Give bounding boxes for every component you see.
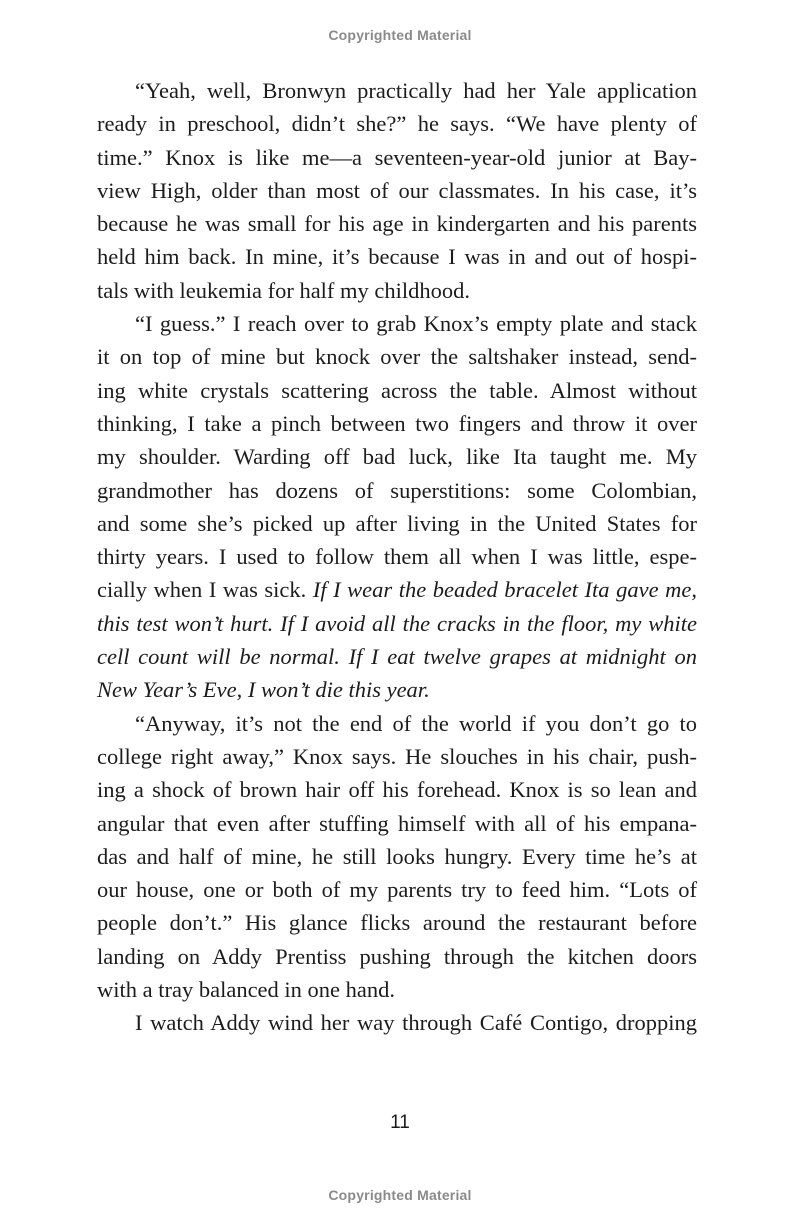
- text-line: “I guess.” I reach over to grab Knox’s empty plate and stack: [135, 311, 697, 337]
- text-line: ing a shock of brown hair off his forehead. Knox is so lean and: [97, 777, 697, 803]
- text-line: it on top of mine but knock over the saltshaker instead, send-: [97, 344, 697, 370]
- text-line: landing on Addy Prentiss pushing through the kitchen doors: [97, 943, 697, 969]
- text-line: thirty years. I used to follow them all when I was little, espe-: [97, 544, 697, 570]
- text-line: ing white crystals scattering across the table. Almost without: [97, 377, 697, 403]
- text-line: my shoulder. Warding off bad luck, like Ita taught me. My: [97, 444, 697, 470]
- italic-text: If I wear the beaded bracelet Ita gave me,: [312, 577, 697, 603]
- text-line: held him back. In mine, it’s because I was in and out of hospi-: [97, 244, 697, 270]
- text-line: people don’t.” His glance flicks around the restaurant before: [97, 910, 697, 936]
- text-line: ready in preschool, didn’t she?” he says. “We have plenty of: [97, 111, 697, 137]
- paragraph: [97, 74, 697, 307]
- text-line: tals with leukemia for half my childhood.: [97, 277, 471, 303]
- text-line-italic: cell count will be normal. If I eat twelve grapes at midnight on: [97, 644, 697, 670]
- copyright-watermark-bottom: Copyrighted Material: [328, 1187, 472, 1203]
- text-line: with a tray balanced in one hand.: [97, 977, 396, 1003]
- text-line: time.” Knox is like me—a seventeen-year-old junior at Bay-: [97, 144, 697, 170]
- text-line: our house, one or both of my parents try to feed him. “Lots of: [97, 877, 697, 903]
- text-line: I watch Addy wind her way through Café Contigo, dropping: [135, 1010, 697, 1036]
- page-body-text: [97, 74, 697, 1040]
- text-line: college right away,” Knox says. He slouches in his chair, push-: [97, 743, 697, 769]
- paragraph: [97, 307, 697, 707]
- text-line: “Yeah, well, Bronwyn practically had her Yale application: [135, 78, 697, 103]
- text-line: because he was small for his age in kindergarten and his parents: [97, 211, 697, 237]
- paragraph: [97, 707, 697, 1007]
- copyright-watermark-top: Copyrighted Material: [328, 27, 472, 43]
- text-line: grandmother has dozens of superstitions: some Colombian,: [97, 477, 697, 503]
- text-line: thinking, I take a pinch between two fingers and throw it over: [97, 410, 697, 436]
- text-line: das and half of mine, he still looks hungry. Every time he’s at: [97, 843, 697, 869]
- text-line-mixed: [97, 573, 697, 606]
- text-line: view High, older than most of our classmates. In his case, it’s: [97, 177, 697, 203]
- text-line-italic: this test won’t hurt. If I avoid all the cracks in the floor, my white: [97, 610, 697, 636]
- text-line: and some she’s picked up after living in the United States for: [97, 510, 697, 536]
- text-line: “Anyway, it’s not the end of the world if you don’t go to: [135, 710, 697, 736]
- text-line: angular that even after stuffing himself with all of his empana-: [97, 810, 697, 836]
- text-line-italic: New Year’s Eve, I won’t die this year.: [97, 677, 430, 703]
- roman-text: cially when I was sick.: [97, 577, 313, 603]
- page-number: 11: [390, 1112, 410, 1133]
- paragraph: [97, 1006, 697, 1039]
